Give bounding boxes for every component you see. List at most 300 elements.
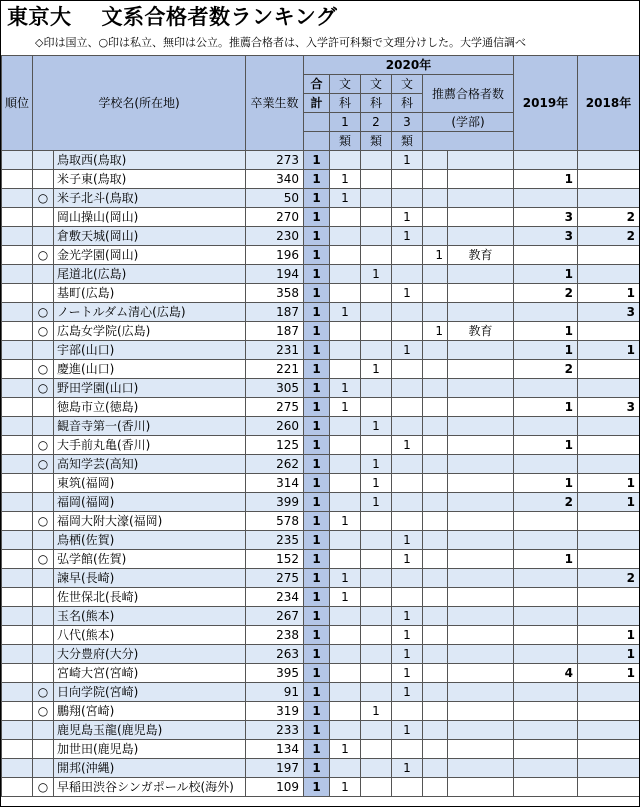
recommend-count: [423, 645, 448, 664]
school-name: 米子北斗(鳥取): [54, 189, 246, 208]
graduates-count: 319: [246, 702, 304, 721]
recommend-dept: [448, 607, 514, 626]
page-title: [7, 2, 337, 32]
rank-cell: [2, 759, 33, 778]
recommend-count: [423, 778, 448, 797]
school-name: 野田学園(山口): [54, 379, 246, 398]
graduates-count: 194: [246, 265, 304, 284]
bun1-count: [330, 322, 361, 341]
recommend-count: [423, 170, 448, 189]
bun2-count: [361, 322, 392, 341]
header-rank: 順位: [2, 56, 33, 151]
count-2018: [578, 550, 640, 569]
count-2019: [514, 569, 578, 588]
recommend-dept: [448, 151, 514, 170]
total-count: 1: [304, 398, 330, 417]
count-2019: 1: [514, 322, 578, 341]
type-mark: [33, 417, 54, 436]
rank-cell: [2, 474, 33, 493]
total-count: 1: [304, 170, 330, 189]
count-2018: [578, 436, 640, 455]
school-name: 尾道北(広島): [54, 265, 246, 284]
bun3-count: 1: [392, 151, 423, 170]
count-2018: 2: [578, 208, 640, 227]
table-row: [2, 322, 640, 341]
bun1-count: 1: [330, 512, 361, 531]
graduates-count: 50: [246, 189, 304, 208]
recommend-dept: [448, 721, 514, 740]
bun3-count: [392, 512, 423, 531]
count-2019: [514, 531, 578, 550]
bun1-count: [330, 246, 361, 265]
graduates-count: 267: [246, 607, 304, 626]
bun3-count: [392, 398, 423, 417]
school-name: 広島女学院(広島): [54, 322, 246, 341]
type-mark: [33, 626, 54, 645]
recommend-count: [423, 721, 448, 740]
school-name: 岡山操山(岡山): [54, 208, 246, 227]
bun3-count: [392, 265, 423, 284]
header-total-blank: [304, 132, 330, 151]
bun3-count: 1: [392, 227, 423, 246]
header-bun3-1: 文: [392, 75, 423, 94]
bun3-count: 1: [392, 208, 423, 227]
rank-cell: [2, 531, 33, 550]
school-name: 大手前丸亀(香川): [54, 436, 246, 455]
bun2-count: [361, 683, 392, 702]
school-name: 福岡(福岡): [54, 493, 246, 512]
bun2-count: [361, 607, 392, 626]
total-count: 1: [304, 531, 330, 550]
rank-cell: [2, 170, 33, 189]
graduates-count: 340: [246, 170, 304, 189]
bun2-count: [361, 303, 392, 322]
school-name: ノートルダム清心(広島): [54, 303, 246, 322]
count-2019: [514, 303, 578, 322]
type-mark: [33, 474, 54, 493]
rank-cell: [2, 626, 33, 645]
total-count: 1: [304, 379, 330, 398]
count-2019: [514, 721, 578, 740]
graduates-count: 91: [246, 683, 304, 702]
count-2019: [514, 455, 578, 474]
count-2018: 2: [578, 227, 640, 246]
count-2018: [578, 702, 640, 721]
count-2019: 2: [514, 284, 578, 303]
recommend-count: [423, 474, 448, 493]
bun3-count: [392, 569, 423, 588]
count-2019: [514, 778, 578, 797]
type-mark: [33, 531, 54, 550]
bun3-count: [392, 588, 423, 607]
type-mark: [33, 170, 54, 189]
recommend-count: [423, 683, 448, 702]
count-2019: 1: [514, 550, 578, 569]
bun1-count: [330, 265, 361, 284]
total-count: 1: [304, 474, 330, 493]
rank-cell: [2, 151, 33, 170]
count-2019: [514, 379, 578, 398]
bun3-count: 1: [392, 645, 423, 664]
total-count: 1: [304, 246, 330, 265]
recommend-dept: [448, 588, 514, 607]
recommend-count: [423, 189, 448, 208]
header-graduates: 卒業生数: [246, 56, 304, 151]
bun3-count: [392, 702, 423, 721]
school-name: 鵬翔(宮崎): [54, 702, 246, 721]
table-row: [2, 759, 640, 778]
count-2019: [514, 759, 578, 778]
bun1-count: 1: [330, 303, 361, 322]
recommend-dept: [448, 436, 514, 455]
total-count: 1: [304, 569, 330, 588]
recommend-count: 1: [423, 246, 448, 265]
bun2-count: [361, 151, 392, 170]
graduates-count: 262: [246, 455, 304, 474]
recommend-dept: [448, 664, 514, 683]
school-name: 慶進(山口): [54, 360, 246, 379]
header-bun1-1: 文: [330, 75, 361, 94]
school-name: 諫早(長崎): [54, 569, 246, 588]
graduates-count: 399: [246, 493, 304, 512]
rank-cell: [2, 455, 33, 474]
graduates-count: 230: [246, 227, 304, 246]
legend-note: ◇印は国立、○印は私立、無印は公立。推薦合格者は、入学許可科類で文理分けした。大学通信調べ: [35, 36, 527, 49]
rank-cell: [2, 379, 33, 398]
bun2-count: [361, 189, 392, 208]
recommend-dept: [448, 569, 514, 588]
total-count: 1: [304, 759, 330, 778]
bun1-count: [330, 759, 361, 778]
count-2019: [514, 189, 578, 208]
bun1-count: [330, 645, 361, 664]
type-mark: ○: [33, 436, 54, 455]
recommend-dept: [448, 189, 514, 208]
count-2018: [578, 721, 640, 740]
recommend-dept: [448, 417, 514, 436]
bun3-count: 1: [392, 626, 423, 645]
recommend-dept: [448, 702, 514, 721]
bun1-count: [330, 436, 361, 455]
count-2018: 1: [578, 284, 640, 303]
count-2018: [578, 531, 640, 550]
school-name: 鹿児島玉龍(鹿児島): [54, 721, 246, 740]
count-2019: [514, 607, 578, 626]
bun2-count: [361, 626, 392, 645]
count-2019: [514, 246, 578, 265]
rank-cell: [2, 417, 33, 436]
bun2-count: [361, 759, 392, 778]
school-name: 東筑(福岡): [54, 474, 246, 493]
count-2018: [578, 322, 640, 341]
bun1-count: 1: [330, 588, 361, 607]
count-2019: [514, 151, 578, 170]
bun3-count: [392, 417, 423, 436]
header-bun1-3: 1: [330, 113, 361, 132]
school-name: 観音寺第一(香川): [54, 417, 246, 436]
school-name: 鳥取西(鳥取): [54, 151, 246, 170]
rank-cell: [2, 550, 33, 569]
bun2-count: 1: [361, 702, 392, 721]
bun1-count: 1: [330, 379, 361, 398]
total-count: 1: [304, 284, 330, 303]
count-2018: 1: [578, 664, 640, 683]
recommend-dept: [448, 303, 514, 322]
rank-cell: [2, 303, 33, 322]
type-mark: [33, 588, 54, 607]
recommend-count: [423, 531, 448, 550]
rank-cell: [2, 246, 33, 265]
ranking-table: [1, 55, 640, 797]
type-mark: ○: [33, 512, 54, 531]
bun3-count: 1: [392, 341, 423, 360]
total-count: 1: [304, 702, 330, 721]
rank-cell: [2, 398, 33, 417]
recommend-dept: [448, 493, 514, 512]
bun2-count: 1: [361, 360, 392, 379]
recommend-count: [423, 759, 448, 778]
bun1-count: [330, 455, 361, 474]
type-mark: [33, 151, 54, 170]
total-count: 1: [304, 322, 330, 341]
total-count: 1: [304, 151, 330, 170]
header-bun2-2: 科: [361, 94, 392, 113]
recommend-count: [423, 284, 448, 303]
table-row: [2, 208, 640, 227]
header-total-1: 合: [304, 75, 330, 94]
type-mark: [33, 721, 54, 740]
table-row: [2, 417, 640, 436]
table-row: [2, 531, 640, 550]
recommend-count: [423, 151, 448, 170]
header-year-2018: 2018年: [578, 56, 640, 151]
header-recommend-dept: (学部): [423, 113, 514, 132]
rank-cell: [2, 683, 33, 702]
bun3-count: 1: [392, 550, 423, 569]
recommend-count: [423, 417, 448, 436]
type-mark: [33, 607, 54, 626]
school-name: 玉名(熊本): [54, 607, 246, 626]
bun1-count: [330, 417, 361, 436]
bun3-count: [392, 778, 423, 797]
type-mark: ○: [33, 550, 54, 569]
type-mark: ○: [33, 322, 54, 341]
type-mark: [33, 759, 54, 778]
bun3-count: [392, 360, 423, 379]
count-2018: [578, 740, 640, 759]
graduates-count: 273: [246, 151, 304, 170]
graduates-count: 275: [246, 569, 304, 588]
type-mark: ○: [33, 303, 54, 322]
rank-cell: [2, 227, 33, 246]
title-university: 東京大: [7, 5, 72, 29]
bun2-count: [361, 341, 392, 360]
bun3-count: 1: [392, 531, 423, 550]
school-name: 早稲田渋谷シンガポール校(海外): [54, 778, 246, 797]
rank-cell: [2, 208, 33, 227]
rank-cell: [2, 360, 33, 379]
count-2019: 1: [514, 265, 578, 284]
school-name: 佐世保北(長崎): [54, 588, 246, 607]
total-count: 1: [304, 740, 330, 759]
total-count: 1: [304, 645, 330, 664]
type-mark: [33, 740, 54, 759]
table-row: [2, 550, 640, 569]
bun3-count: 1: [392, 759, 423, 778]
bun2-count: [361, 246, 392, 265]
bun1-count: [330, 721, 361, 740]
table-row: [2, 303, 640, 322]
bun3-count: [392, 189, 423, 208]
bun2-count: [361, 170, 392, 189]
graduates-count: 233: [246, 721, 304, 740]
bun1-count: [330, 474, 361, 493]
count-2019: [514, 683, 578, 702]
recommend-dept: [448, 170, 514, 189]
bun2-count: [361, 531, 392, 550]
header-recommend: 推薦合格者数: [423, 75, 514, 113]
count-2018: [578, 379, 640, 398]
bun2-count: [361, 436, 392, 455]
graduates-count: 235: [246, 531, 304, 550]
total-count: 1: [304, 436, 330, 455]
count-2018: 1: [578, 493, 640, 512]
count-2019: [514, 512, 578, 531]
count-2019: [514, 626, 578, 645]
table-row: [2, 683, 640, 702]
graduates-count: 187: [246, 303, 304, 322]
recommend-count: [423, 227, 448, 246]
school-name: 日向学院(宮崎): [54, 683, 246, 702]
bun3-count: [392, 493, 423, 512]
total-count: 1: [304, 227, 330, 246]
school-name: 宇部(山口): [54, 341, 246, 360]
bun3-count: [392, 246, 423, 265]
table-row: [2, 512, 640, 531]
graduates-count: 238: [246, 626, 304, 645]
type-mark: ○: [33, 455, 54, 474]
recommend-dept: 教育: [448, 322, 514, 341]
recommend-dept: [448, 531, 514, 550]
count-2019: [514, 702, 578, 721]
bun3-count: [392, 322, 423, 341]
bun2-count: [361, 227, 392, 246]
header-bun1-4: 類: [330, 132, 361, 151]
total-count: 1: [304, 607, 330, 626]
total-count: 1: [304, 626, 330, 645]
recommend-count: [423, 341, 448, 360]
count-2018: [578, 360, 640, 379]
bun2-count: 1: [361, 455, 392, 474]
bun2-count: [361, 379, 392, 398]
school-name: 倉敷天城(岡山): [54, 227, 246, 246]
school-name: 米子東(鳥取): [54, 170, 246, 189]
recommend-count: [423, 512, 448, 531]
bun3-count: [392, 170, 423, 189]
bun1-count: [330, 683, 361, 702]
recommend-dept: [448, 626, 514, 645]
recommend-count: [423, 493, 448, 512]
count-2019: [514, 645, 578, 664]
table-row: [2, 645, 640, 664]
graduates-count: 196: [246, 246, 304, 265]
table-row: [2, 721, 640, 740]
recommend-count: [423, 588, 448, 607]
recommend-count: [423, 664, 448, 683]
graduates-count: 260: [246, 417, 304, 436]
bun3-count: [392, 474, 423, 493]
recommend-count: 1: [423, 322, 448, 341]
school-name: 基町(広島): [54, 284, 246, 303]
school-name: 宮崎大宮(宮崎): [54, 664, 246, 683]
table-body: [2, 151, 640, 797]
count-2018: [578, 417, 640, 436]
bun1-count: 1: [330, 740, 361, 759]
graduates-count: 221: [246, 360, 304, 379]
total-count: 1: [304, 303, 330, 322]
count-2018: 3: [578, 303, 640, 322]
school-name: 加世田(鹿児島): [54, 740, 246, 759]
table-row: [2, 227, 640, 246]
total-count: 1: [304, 588, 330, 607]
bun2-count: [361, 740, 392, 759]
recommend-dept: [448, 645, 514, 664]
type-mark: ○: [33, 246, 54, 265]
rank-cell: [2, 607, 33, 626]
type-mark: ○: [33, 778, 54, 797]
count-2019: 1: [514, 170, 578, 189]
table-row: [2, 702, 640, 721]
recommend-dept: [448, 474, 514, 493]
bun3-count: 1: [392, 284, 423, 303]
total-count: 1: [304, 189, 330, 208]
type-mark: [33, 208, 54, 227]
recommend-dept: [448, 341, 514, 360]
recommend-dept: [448, 740, 514, 759]
header-total-blank: [304, 113, 330, 132]
table-row: [2, 151, 640, 170]
header-bun3-2: 科: [392, 94, 423, 113]
header-bun2-3: 2: [361, 113, 392, 132]
bun3-count: 1: [392, 664, 423, 683]
school-name: 福岡大附大濠(福岡): [54, 512, 246, 531]
rank-cell: [2, 778, 33, 797]
school-name: 開邦(沖縄): [54, 759, 246, 778]
recommend-dept: [448, 284, 514, 303]
recommend-count: [423, 626, 448, 645]
rank-cell: [2, 588, 33, 607]
total-count: 1: [304, 455, 330, 474]
header-bun3-4: 類: [392, 132, 423, 151]
bun1-count: 1: [330, 189, 361, 208]
type-mark: ○: [33, 189, 54, 208]
bun2-count: [361, 569, 392, 588]
header-bun1-2: 科: [330, 94, 361, 113]
table-row: [2, 189, 640, 208]
header-bun2-1: 文: [361, 75, 392, 94]
bun1-count: [330, 531, 361, 550]
recommend-dept: [448, 265, 514, 284]
table-row: [2, 284, 640, 303]
recommend-dept: [448, 208, 514, 227]
bun1-count: [330, 151, 361, 170]
total-count: 1: [304, 417, 330, 436]
count-2018: [578, 151, 640, 170]
recommend-dept: [448, 398, 514, 417]
count-2019: [514, 588, 578, 607]
bun1-count: [330, 626, 361, 645]
recommend-dept: [448, 379, 514, 398]
